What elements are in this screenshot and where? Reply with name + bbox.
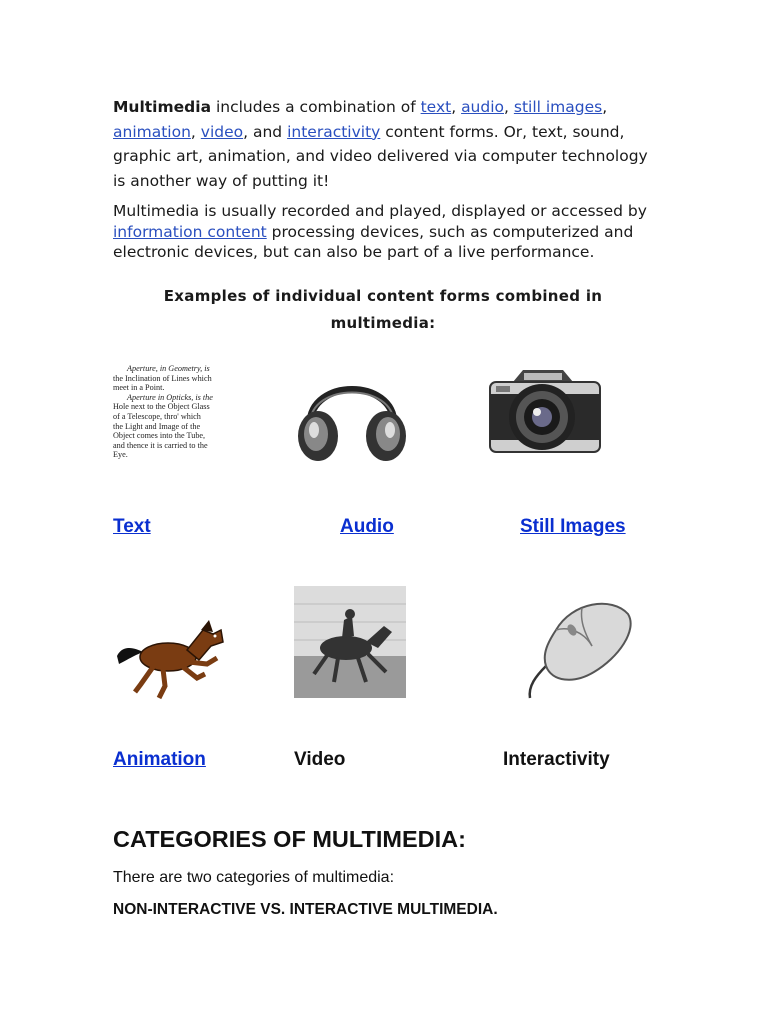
separator: , bbox=[504, 98, 514, 116]
label-audio-link[interactable]: Audio bbox=[340, 516, 394, 537]
label-text-link[interactable]: Text bbox=[113, 516, 151, 537]
intro-text: includes a combination of bbox=[211, 98, 421, 116]
horse-animation-icon bbox=[113, 612, 231, 702]
label-video: Video bbox=[294, 749, 346, 770]
camera-icon bbox=[478, 364, 608, 464]
second-paragraph bbox=[113, 201, 653, 263]
text-sample-image bbox=[113, 364, 235, 464]
sample-line: meet in a Point. bbox=[113, 383, 165, 393]
sample-line: Object comes into the Tube, bbox=[113, 431, 206, 441]
categories-subheading: NON-INTERACTIVE VS. INTERACTIVE MULTIMEDIA. bbox=[113, 901, 498, 918]
intro-paragraph bbox=[113, 95, 653, 193]
mouse-interactivity-icon bbox=[522, 596, 634, 700]
para2-text: Multimedia is usually recorded and played, displayed or accessed by bbox=[113, 202, 647, 220]
headphones-icon bbox=[292, 366, 412, 466]
multimedia-term: Multimedia bbox=[113, 98, 212, 116]
sample-line: Aperture in Opticks, is the bbox=[127, 392, 213, 402]
horse-photo-video-icon bbox=[294, 586, 406, 698]
caption-line: Examples of individual content forms combined in bbox=[163, 287, 603, 305]
link-audio[interactable]: audio bbox=[461, 98, 505, 116]
sample-line: and thence it is carried to the bbox=[113, 440, 208, 450]
examples-caption bbox=[113, 283, 653, 337]
categories-intro: There are two categories of multimedia: bbox=[113, 869, 395, 886]
caption-line: multimedia: bbox=[330, 314, 436, 332]
label-still-images-link[interactable]: Still Images bbox=[520, 516, 626, 537]
link-text[interactable]: text bbox=[420, 98, 452, 116]
intro-text: content forms. Or, text, sound, graphic art, animation, and video delivered via computer technology is another way of putting it! bbox=[113, 122, 648, 190]
label-animation-link[interactable]: Animation bbox=[113, 749, 206, 770]
separator: , bbox=[602, 98, 608, 116]
sample-line: of a Telescope, thro' which bbox=[113, 411, 201, 421]
separator: , bbox=[451, 98, 462, 116]
label-interactivity: Interactivity bbox=[503, 749, 610, 770]
sample-line: Aperture, in Geometry, is bbox=[127, 364, 210, 373]
sample-line: the Inclination of Lines which bbox=[113, 373, 212, 383]
intro-text: , and bbox=[243, 122, 288, 141]
categories-heading: CATEGORIES OF MULTIMEDIA: bbox=[113, 826, 466, 852]
link-animation[interactable]: animation bbox=[113, 122, 191, 141]
link-information-content[interactable]: information content bbox=[113, 222, 267, 241]
para2-text: processing devices, such as computerized and electronic devices, but can also be part of a live performance. bbox=[113, 222, 634, 261]
link-still-images[interactable]: still images bbox=[513, 98, 603, 116]
link-interactivity[interactable]: interactivity bbox=[287, 122, 381, 141]
sample-line: Eye. bbox=[113, 450, 128, 460]
separator: , bbox=[190, 122, 201, 141]
sample-line: the Light and Image of the bbox=[113, 421, 201, 431]
sample-line: Hole next to the Object Glass bbox=[113, 402, 210, 412]
link-video[interactable]: video bbox=[200, 122, 244, 141]
